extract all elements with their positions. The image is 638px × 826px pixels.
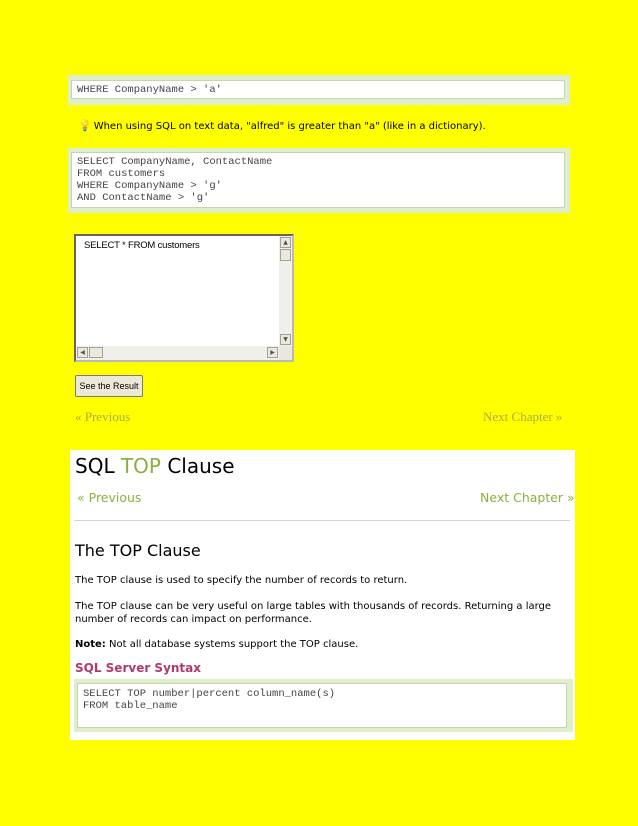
divider bbox=[74, 520, 570, 521]
select-code-example bbox=[68, 148, 570, 213]
tip-note bbox=[78, 119, 486, 132]
note-label: Note: bbox=[75, 639, 106, 650]
select-code: SELECT CompanyName, ContactName FROM customers WHERE CompanyName > 'g' AND ContactName > 'g' bbox=[71, 152, 565, 208]
page-title bbox=[75, 454, 235, 478]
vertical-scrollbar[interactable] bbox=[279, 236, 292, 346]
syntax-code-example bbox=[74, 679, 573, 732]
paragraph-performance: The TOP clause can be very useful on large tables with thousands of records. Returning a large number of records can impact on performance. bbox=[75, 601, 552, 625]
section-heading: The TOP Clause bbox=[75, 541, 201, 560]
next-chapter-link[interactable]: Next Chapter » bbox=[480, 490, 575, 505]
scroll-up-icon[interactable]: ▲ bbox=[280, 237, 291, 248]
see-result-button[interactable]: See the Result bbox=[75, 375, 143, 397]
previous-link[interactable]: « Previous bbox=[77, 490, 142, 505]
top-clause-panel bbox=[70, 450, 575, 740]
tip-text: When using SQL on text data, "alfred" is greater than "a" (like in a dictionary). bbox=[93, 121, 486, 132]
scroll-right-icon[interactable]: ▶ bbox=[267, 347, 278, 358]
where-code: WHERE CompanyName > 'a' bbox=[71, 80, 565, 99]
where-code-example bbox=[68, 75, 570, 105]
scroll-down-icon[interactable]: ▼ bbox=[280, 334, 291, 345]
syntax-heading: SQL Server Syntax bbox=[75, 661, 202, 675]
title-prefix: SQL bbox=[75, 454, 121, 478]
scroll-left-icon[interactable]: ◀ bbox=[77, 347, 88, 358]
title-suffix: Clause bbox=[160, 454, 235, 478]
next-chapter-link-top[interactable]: Next Chapter » bbox=[483, 409, 563, 424]
previous-link-top[interactable]: « Previous bbox=[75, 409, 131, 424]
title-highlight: TOP bbox=[120, 454, 161, 478]
vertical-scroll-thumb[interactable] bbox=[280, 249, 291, 261]
paragraph-purpose: The TOP clause is used to specify the number of records to return. bbox=[75, 575, 408, 586]
horizontal-scroll-thumb[interactable] bbox=[89, 347, 103, 358]
sql-textarea-value: SELECT * FROM customers bbox=[84, 240, 200, 251]
sql-textarea[interactable] bbox=[74, 234, 294, 362]
note-paragraph bbox=[75, 638, 570, 651]
scrollbar-corner bbox=[279, 346, 292, 360]
note-text: Not all database systems support the TOP clause. bbox=[105, 639, 359, 650]
lightbulb-icon: 💡 bbox=[78, 119, 92, 132]
horizontal-scrollbar[interactable] bbox=[76, 346, 279, 360]
syntax-code: SELECT TOP number|percent column_name(s) FROM table_name bbox=[77, 683, 567, 728]
